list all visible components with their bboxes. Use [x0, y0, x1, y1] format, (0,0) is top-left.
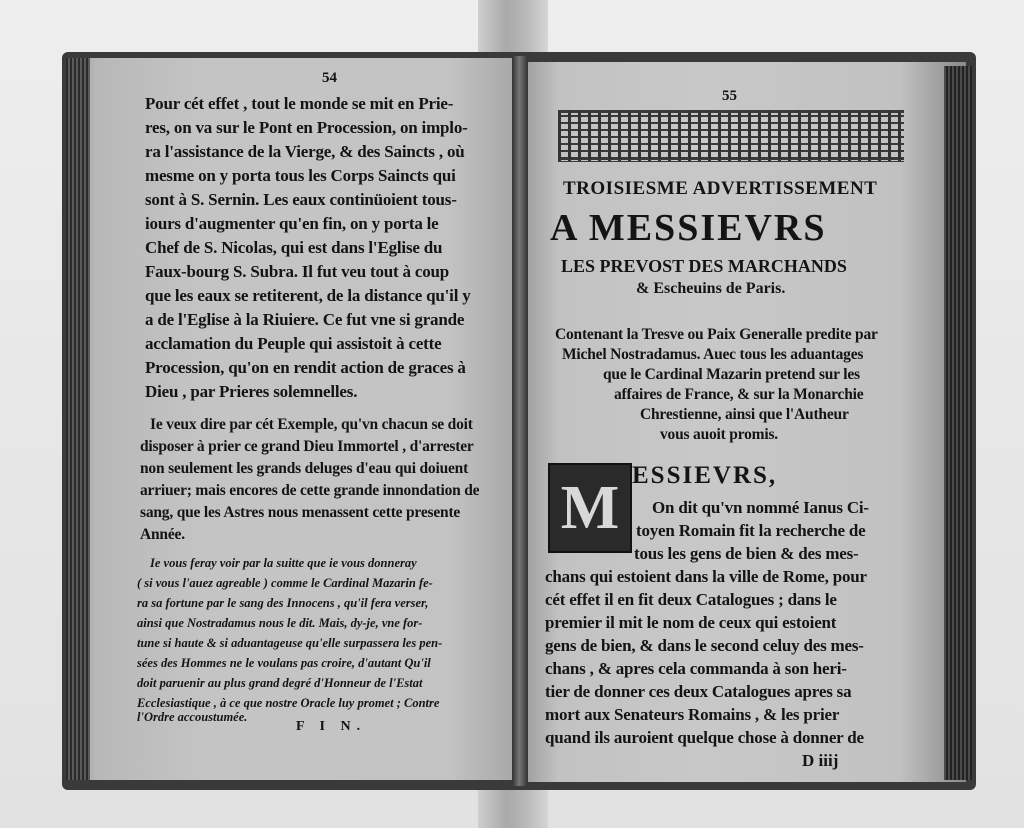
- text-line: a de l'Eglise à la Riuiere. Ce fut vne si grande: [145, 310, 465, 329]
- text-line: mort aux Senateurs Romains , & les prier: [545, 705, 840, 724]
- text-line: Pour cét effet , tout le monde se mit en Prie-: [145, 94, 454, 113]
- text-line: chans , & apres cela commanda à son heri-: [545, 659, 847, 678]
- text-line: chans qui estoient dans la ville de Rome, pour: [545, 567, 867, 586]
- text-line: tier de donner ces deux Catalogues apres sa: [545, 682, 852, 701]
- text-line: sées des Hommes ne le voulans pas croire, d'autant Qu'il: [137, 656, 431, 670]
- heading-escheuins: & Escheuins de Paris.: [636, 280, 786, 297]
- text-line: Ecclesiastique , à ce que nostre Oracle luy promet ; Contre: [137, 696, 440, 710]
- text-line: cét effet il en fit deux Catalogues ; dans le: [545, 590, 837, 609]
- heading-prevost: LES PREVOST DES MARCHANDS: [561, 256, 847, 276]
- illuminated-dropcap: M: [548, 463, 632, 553]
- text-line: ra l'assistance de la Vierge, & des Saincts , où: [145, 142, 465, 161]
- salutation: ESSIEVRS,: [632, 462, 778, 489]
- text-line: l'Ordre accoustumée.: [137, 710, 248, 724]
- text-line: ainsi que Nostradamus nous le dit. Mais, dy-je, vne for-: [137, 616, 423, 630]
- text-line: On dit qu'vn nommé Ianus Ci-: [652, 498, 869, 517]
- heading-a-messieurs: A MESSIEVRS: [550, 207, 827, 249]
- text-line: doit paruenir au plus grand degré d'Honneur de l'Estat: [137, 676, 423, 690]
- text-line: Contenant la Tresve ou Paix Generalle predite par: [555, 326, 878, 343]
- text-line: mesme on y porta tous les Corps Saincts qui: [145, 166, 456, 185]
- text-line: Chef de S. Nicolas, qui est dans l'Eglise du: [145, 238, 443, 257]
- text-line: vous auoit promis.: [660, 426, 778, 443]
- signature-mark: D iiij: [802, 751, 839, 770]
- text-line: ( si vous l'auez agreable ) comme le Cardinal Mazarin fe-: [137, 576, 433, 590]
- text-line: non seulement les grands deluges d'eau qui doiuent: [140, 460, 469, 477]
- text-line: premier il mit le nom de ceux qui estoient: [545, 613, 837, 632]
- right-page-edges: [944, 66, 972, 780]
- text-line: Ie veux dire par cét Exemple, qu'vn chacun se doit: [150, 416, 473, 433]
- text-line: Procession, qu'on en rendit action de graces à: [145, 358, 466, 377]
- text-line: ra sa fortune par le sang des Innocens , qu'il fera verser,: [137, 596, 429, 610]
- text-line: toyen Romain fit la recherche de: [636, 521, 866, 540]
- left-page-edges: [66, 58, 90, 780]
- text-line: arriuer; mais encores de cette grande innondation de: [140, 482, 480, 499]
- text-line: sont à S. Sernin. Les eaux continüoient tous-: [145, 190, 457, 209]
- text-line: Faux-bourg S. Subra. Il fut veu tout à coup: [145, 262, 450, 281]
- text-line: disposer à prier ce grand Dieu Immortel , d'arrester: [140, 438, 474, 455]
- text-line: affaires de France, & sur la Monarchie: [614, 386, 864, 403]
- text-line: que le Cardinal Mazarin pretend sur les: [603, 366, 860, 383]
- text-line: iours d'augmenter qu'en fin, on y porta le: [145, 214, 439, 233]
- text-line: gens de bien, & dans le second celuy des mes-: [545, 636, 864, 655]
- text-line: Chrestienne, ainsi que l'Autheur: [640, 406, 849, 423]
- book-gutter: [512, 56, 528, 786]
- text-line: que les eaux se retiterent, de la distance qu'il y: [145, 286, 471, 305]
- text-line: acclamation du Peuple qui assistoit à cette: [145, 334, 442, 353]
- left-page-number: 54: [322, 70, 337, 86]
- text-line: res, on va sur le Pont en Procession, on implo-: [145, 118, 468, 137]
- text-line: Ie vous feray voir par la suitte que ie vous donneray: [150, 556, 417, 570]
- text-line: sang, que les Astres nous menassent cette presente: [140, 504, 461, 521]
- text-line: quand ils auroient quelque chose à donner de: [545, 728, 864, 747]
- text-line: Année.: [140, 526, 185, 543]
- heading-advertissement: TROISIESME ADVERTISSEMENT: [563, 178, 878, 199]
- text-line: Michel Nostradamus. Auec tous les aduantages: [562, 346, 864, 363]
- text-line: Dieu , par Prieres solemnelles.: [145, 382, 358, 401]
- ornamental-headband: [558, 110, 904, 162]
- fin-mark: F I N.: [296, 719, 367, 734]
- right-page-number: 55: [722, 88, 737, 104]
- text-line: tune si haute & si aduantageuse qu'elle surpassera les pen-: [137, 636, 443, 650]
- text-line: tous les gens de bien & des mes-: [634, 544, 859, 563]
